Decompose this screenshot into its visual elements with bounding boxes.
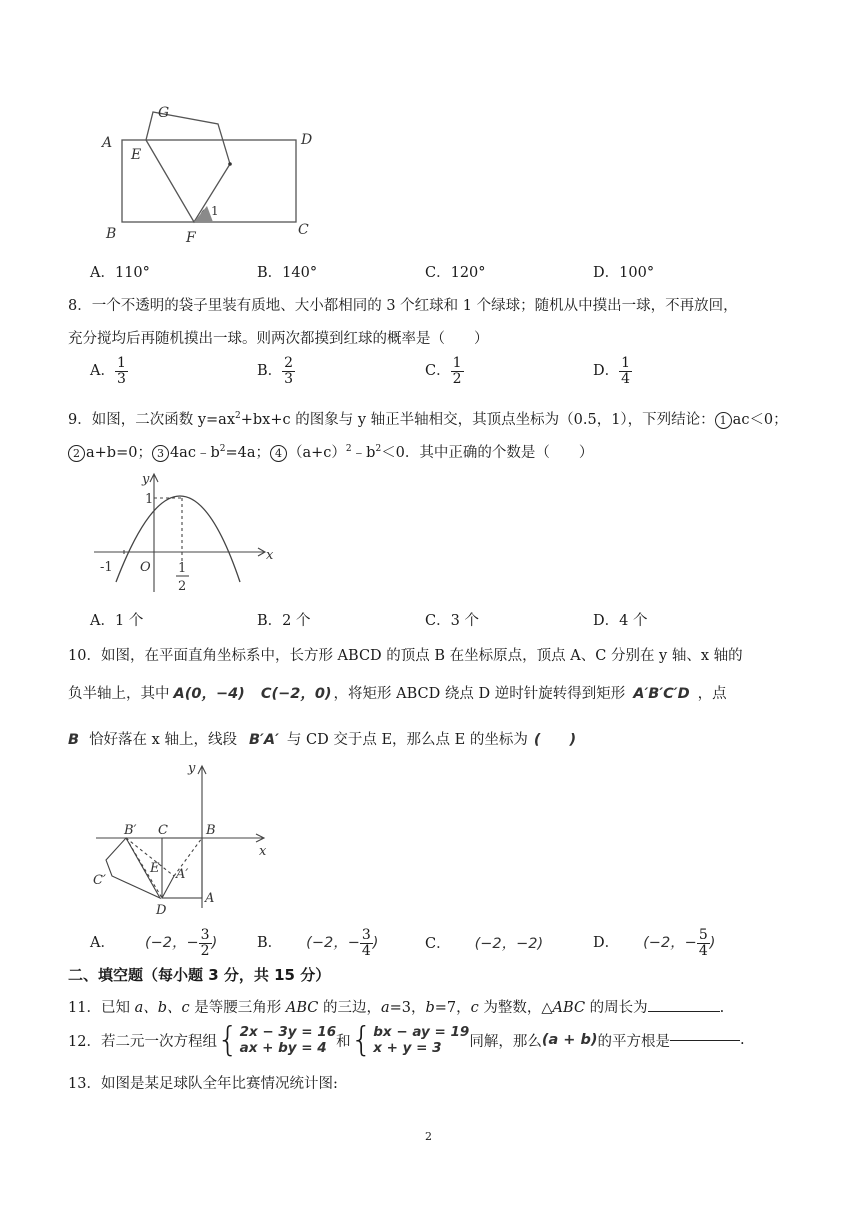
tick-half-den: 2 [178,579,187,594]
q9-option-c[interactable]: C．3 个 [425,613,479,629]
label-E: E [150,861,160,876]
q10-stem-line1: 10．如图，在平面直角坐标系中，长方形 ABCD 的顶点 B 在坐标原点，顶点 A、C 分别在 y 轴、x 轴的 [68,648,743,664]
q8-option-d[interactable]: D． $\frac{1}{4}$ [593,355,631,387]
rect-abcd [122,140,296,222]
axis-x-label: x [266,548,274,563]
q10-option-c[interactable]: C． (−2，−2) [425,936,544,952]
q8-option-a[interactable]: A． $\frac{1}{3}$ [90,355,126,387]
axis-y-label: y [142,472,150,487]
q10-stem-line3: B 恰好落在 x 轴上，线段 B′A′ 与 CD 交于点 E，那么点 E 的坐标为 ( ) [68,732,577,748]
tick-1: 1 [145,492,154,507]
axis-y-label: y [188,761,196,776]
q10-option-a[interactable]: A． (−2，− $\frac{3}{2}$ ) [90,927,218,959]
q7-option-c[interactable]: C．120° [425,265,486,281]
q12-stem: 12．若二元一次方程组 { 2x − 3y = 16 ax + by = 4 和 { bx − ay = 19 x + y = 3 同解，那么 (a + b) 的平方根是 . [68,1020,745,1060]
parabola-graph [88,470,278,598]
q9-option-b[interactable]: B．2 个 [257,613,311,629]
q12-answer-blank[interactable] [670,1040,740,1041]
q10-stem-line2: 负半轴上，其中 A(0，−4) C(−2，0) ，将矩形 ABCD 绕点 D 逆时针旋转得到矩形 A′B′C′D ，点 [68,686,727,702]
equation-system-1: { 2x − 3y = 16 ax + by = 4 [216,1020,337,1060]
q11-answer-blank[interactable] [648,1011,720,1012]
q7-option-a[interactable]: A．110° [90,265,150,281]
rectangle-fold-figure [96,98,326,248]
q9-stem-line1: 9．如图，二次函数 $y=ax^2+bx+c$ 的图象与 y 轴正半轴相交，其顶点坐标为（0.5，1），下列结论： 1 ac＜0； [68,411,788,428]
q8-stem-line2: 充分搅均后再随机摸出一球。则两次都摸到红球的概率是（ ） [68,331,489,347]
page-number: 2 [425,1130,432,1143]
label-B-prime: B′ [124,823,137,838]
label-A: A [205,891,215,906]
label-D: D [301,132,313,148]
label-B: B [106,226,117,242]
label-A: A [102,135,113,151]
label-B: B [206,823,216,838]
label-A-prime: A′ [176,867,189,882]
q11-stem: 11．已知 a、b、c 是等腰三角形 ABC 的三边，a=3，b=7，c 为整数，△ABC 的周长为 . [68,1000,725,1016]
label-C-prime: C′ [93,873,106,888]
q10-option-b[interactable]: B． (−2，− $\frac{3}{4}$ ) [257,927,379,959]
equation-system-2: { bx − ay = 19 x + y = 3 [350,1020,470,1060]
q9-option-d[interactable]: D．4 个 [593,613,648,629]
label-F: F [186,230,196,246]
label-1: 1 [211,204,219,218]
rotated-rectangle-graph [88,758,278,918]
q8-option-c[interactable]: C． $\frac{1}{2}$ [425,355,462,387]
q10-option-d[interactable]: D． (−2，− $\frac{5}{4}$ ) [593,927,716,959]
q13-stem: 13．如图是某足球队全年比赛情况统计图: [68,1076,338,1092]
q7-option-d[interactable]: D．100° [593,265,655,281]
axis-x-label: x [259,844,267,859]
tick-neg1: -1 [100,560,113,575]
origin-label: O [140,560,151,575]
q9-stem-line2: 2 a+b=0； 3 $4ac﹣b^2=4a$； 4 $(a+c)^2﹣b^2<0$．其中正确的个数是（ ） [68,441,593,462]
label-E: E [131,147,142,163]
label-D: D [156,903,167,918]
label-G: G [158,105,170,121]
section-heading: 二、填空题（每小题 3 分，共 15 分） [68,966,331,984]
q9-option-a[interactable]: A．1 个 [90,613,144,629]
label-C: C [158,823,168,838]
q7-option-b[interactable]: B．140° [257,265,318,281]
label-C: C [298,222,309,238]
q8-stem-line1: 8．一个不透明的袋子里装有质地、大小都相同的 3 个红球和 1 个绿球；随机从中摸出一球，不再放回， [68,298,738,314]
tick-half-num: 1 [178,561,187,576]
q8-option-b[interactable]: B． $\frac{2}{3}$ [257,355,294,387]
